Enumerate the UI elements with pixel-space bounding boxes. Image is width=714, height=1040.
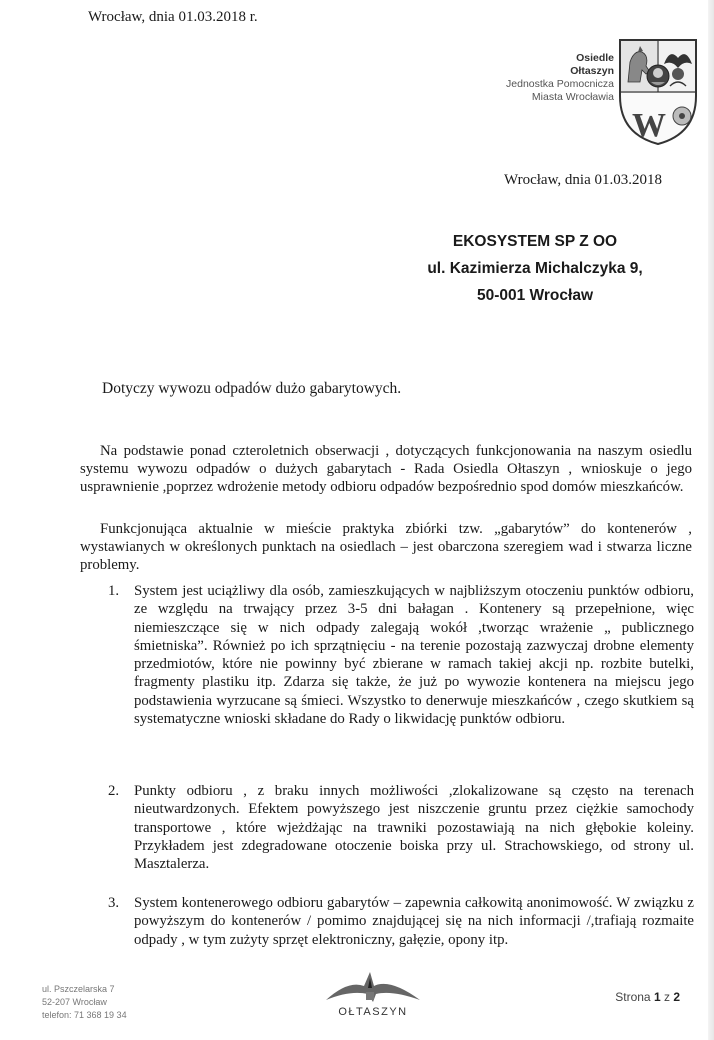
footer-street: ul. Pszczelarska 7 xyxy=(42,984,115,994)
page-current: 1 xyxy=(653,990,661,1004)
list-item-text: System jest uciążliwy dla osób, zamieszkujących w najbliższym otoczeniu punktów odbioru, ze względu na trwający przez 3-5 dni bałagan . Kontenery są przepełnione, więc niemieszczące się w nich odpady zalegają wokół ,tworząc wrażenie „ publicznego śmietniska”. Również po ich sprzątnięciu - na terenie pozostają zazwyczaj drobne elementy przedmiotów, które nie powinny być zbierane w ramach takiej akcji np. rozbite butelki, fragmenty plastiku itp. Zdarza się także, że już po wywozie kontenera na miejscu jego podstawienia wyrzucane są śmieci. Wszystko to denerwuje mieszkańców , czego skutkiem są systematyczne wnioski składane do Rady o likwidację punktów odbioru. xyxy=(134,583,694,728)
header-date: Wrocław, dnia 01.03.2018 r. xyxy=(88,9,258,25)
list-item-text: Punkty odbioru , z braku innych możliwości ,zlokalizowane są często na terenach nieutwardzonych. Efektem powyższego jest niszczenie gruntu przez ciężkie samochody transportowe , które wjeżdżając na trawniki pozostawiają na nich głębokie koleiny. Przykładem jest zdegradowane otoczenie boiska przy ul. Strachowskiego, od strony ul. Masztalerza. xyxy=(134,783,694,873)
recipient-name: EKOSYSTEM SP Z OO xyxy=(452,233,618,250)
recipient-city: 50-001 Wrocław xyxy=(476,287,594,304)
recipient-block xyxy=(380,228,690,309)
footer-postal: 52-207 Wrocław xyxy=(42,997,107,1007)
intro-paragraph: Na podstawie ponad czteroletnich obserwacji , dotyczących funkcjonowania na naszym osiedlu systemu wywozu odpadów o dużych gabarytach - Rada Osiedla Ołtaszyn , wnioskuje o jego usprawnienie ,poprzez wdrożenie metody odbioru odpadów bezpośrednio spod domów mieszkańców. xyxy=(80,443,692,495)
subject-line: Dotyczy wywozu odpadów dużo gabarytowych. xyxy=(102,380,402,397)
org-subtitle-line2: Miasta Wrocławia xyxy=(531,91,614,103)
page-of: z xyxy=(663,990,670,1004)
list-item xyxy=(108,894,694,966)
list-item-number: 3. xyxy=(108,895,120,911)
recipient-street: ul. Kazimierza Michalczyka 9, xyxy=(427,260,643,277)
footer-address xyxy=(42,983,127,1022)
document-date: Wrocław, dnia 01.03.2018 xyxy=(504,172,662,188)
footer-phone: telefon: 71 368 19 34 xyxy=(42,1010,127,1020)
coat-of-arms-icon xyxy=(616,36,700,148)
footer-logo-text: OŁTASZYN xyxy=(338,1006,408,1018)
coat-letter: W xyxy=(632,107,666,144)
page-total: 2 xyxy=(673,990,680,1004)
org-name-line1: Osiedle xyxy=(576,52,614,64)
scan-edge xyxy=(708,0,714,1040)
list-item-number: 2. xyxy=(108,783,120,799)
organization-block xyxy=(506,52,614,104)
context-paragraph: Funkcjonująca aktualnie w mieście praktyka zbiórki tzw. „gabarytów” do kontenerów , wystawianych w określonych punktach na osiedlach – jest obarczona szeregiem wad i stwarza liczne problemy. xyxy=(80,521,692,573)
oltaszyn-logo-icon xyxy=(318,966,428,1020)
list-item xyxy=(108,582,694,728)
list-item xyxy=(108,782,694,873)
list-item-text: System kontenerowego odbioru gabarytów – zapewnia całkowitą anonimowość. W związku z powyższym do kontenerów / pomimo znajdującej się na nich informacji /,trafiają rozmaite odpady , w tym zużyty sprzęt elektroniczny, gałęzie, opony itp. xyxy=(134,895,694,948)
list-item-number: 1. xyxy=(108,583,120,599)
page-label: Strona xyxy=(615,990,651,1004)
org-subtitle-line1: Jednostka Pomocnicza xyxy=(506,78,614,90)
org-name-line2: Ołtaszyn xyxy=(570,65,614,77)
page-number xyxy=(615,990,680,1004)
